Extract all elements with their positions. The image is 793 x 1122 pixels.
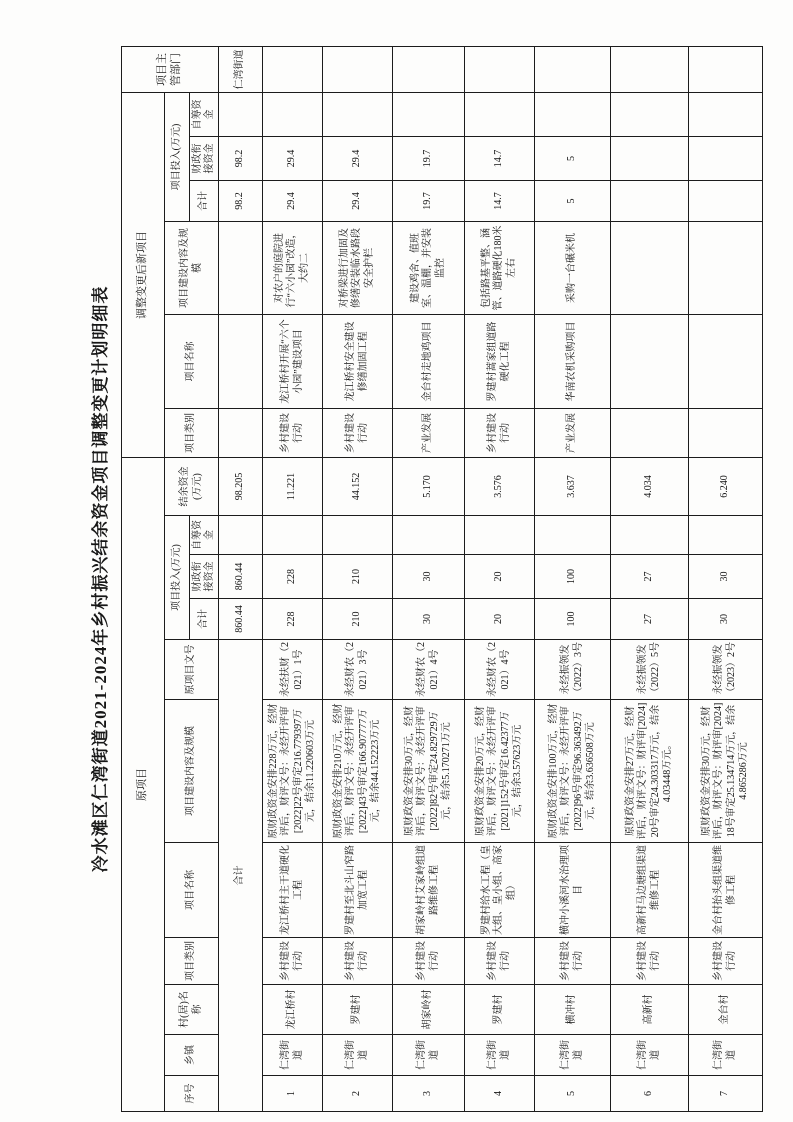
table-row — [611, 46, 689, 1111]
cell-fiscal: 20 — [465, 555, 535, 599]
cell-surplus: 6.240 — [689, 457, 763, 515]
cell-new-category: 乡村建设行动 — [323, 408, 393, 457]
cell-new-name: 罗建村蒿家组道路硬化工程 — [465, 314, 535, 408]
cell-surplus: 11.221 — [263, 457, 323, 515]
cell-new-content: 建设鸡舍、值班室、温棚，并安装监控 — [393, 221, 465, 314]
header-seq: 序号 — [165, 1076, 219, 1112]
cell-content: 原财政资金安排210万元，经财评后，财评文号：永经开评审[2022]43号审定166.907777万元，结余44.152223万元 — [323, 700, 393, 843]
cell-category: 乡村建设行动 — [263, 938, 323, 985]
cell-new-total: 29.4 — [263, 180, 323, 221]
table-row — [263, 46, 323, 1111]
cell-town: 仁湾街道 — [535, 1035, 611, 1076]
table-row — [393, 46, 465, 1111]
header-self-new: 自筹资金 — [190, 92, 219, 136]
cell-content: 原财政资金安排27万元，经财评后，财评文号：财评审[2024]20号审定24.303317万元，结余4.03448万元。 — [611, 700, 689, 843]
header-total-new: 合计 — [190, 180, 219, 221]
cell-doc-number: 永经财农（2021）4号 — [465, 640, 535, 700]
cell-content: 原财政资金安排30万元，经财评后，财评文号：永经开评审[2022]82号审定24.829729万元，结余5.170271万元 — [393, 700, 465, 843]
cell-content: 原财政资金安排20万元，经财评后，财评文号：永经开评审[2021]152号审定16.42377万元，结余3.57623万元 — [465, 700, 535, 843]
cell-new-fiscal — [689, 136, 763, 180]
cell-village: 罗建村 — [323, 985, 393, 1035]
header-content-new: 项目建设内容及规模 — [165, 221, 219, 314]
header-fiscal-new: 财政衔接资金 — [190, 136, 219, 180]
cell-fiscal: 228 — [263, 555, 323, 599]
cell-village: 金台村 — [689, 985, 763, 1035]
cell-town: 仁湾街道 — [393, 1035, 465, 1076]
cell-village: 罗建村 — [465, 985, 535, 1035]
cell-new-self — [263, 92, 323, 136]
header-project-name: 项目名称 — [165, 843, 219, 938]
header-group-new: 调整变更后新项目 — [122, 92, 165, 457]
cell-new-category: 产业发展 — [535, 408, 611, 457]
cell-new-total — [689, 180, 763, 221]
cell-new-category: 乡村建设行动 — [263, 408, 323, 457]
header-invest-original: 项目投入(万元) — [165, 516, 190, 640]
cell-total: 100 — [535, 599, 611, 640]
cell-new-total: 98.2 — [219, 180, 263, 221]
cell-new-fiscal: 14.7 — [465, 136, 535, 180]
header-category-new: 项目类别 — [165, 408, 219, 457]
cell-doc-number: 永经扶财（2021）1号 — [263, 640, 323, 700]
cell-seq: 1 — [263, 1076, 323, 1112]
cell-new-category — [611, 408, 689, 457]
page-title: 冷水滩区仁湾街道2021-2024年乡村振兴结余资金项目调整变更计划明细表 — [91, 285, 110, 873]
cell-seq: 3 — [393, 1076, 465, 1112]
total-label: 合计 — [219, 640, 263, 1112]
table-row — [323, 46, 393, 1111]
cell-new-total: 19.7 — [393, 180, 465, 221]
cell-total: 228 — [263, 599, 323, 640]
cell-new-category: 产业发展 — [393, 408, 465, 457]
cell-new-fiscal: 19.7 — [393, 136, 465, 180]
header-invest-new: 项目投入(万元) — [165, 92, 190, 221]
cell-new-content: 采购一台碾米机 — [535, 221, 611, 314]
cell-new-category: 乡村建设行动 — [465, 408, 535, 457]
cell-new-self — [611, 92, 689, 136]
cell-dept — [263, 46, 323, 92]
cell-new-self — [535, 92, 611, 136]
cell-fiscal: 27 — [611, 555, 689, 599]
cell-new-fiscal: 29.4 — [323, 136, 393, 180]
cell-seq: 6 — [611, 1076, 689, 1112]
cell-town: 仁湾街道 — [611, 1035, 689, 1076]
cell-new-total: 5 — [535, 180, 611, 221]
cell-village: 横冲村 — [535, 985, 611, 1035]
cell-surplus: 3.637 — [535, 457, 611, 515]
cell-project-name: 胡家岭村艾家岭组道路维修工程 — [393, 843, 465, 938]
cell-village: 龙江桥村 — [263, 985, 323, 1035]
header-content: 项目建设内容及规模 — [165, 700, 219, 843]
cell-project-name: 高新村马边塘组渠道维修工程 — [611, 843, 689, 938]
header-village: 村(居)名称 — [165, 985, 219, 1035]
cell-self — [689, 516, 763, 555]
header-doc-number: 原项目文号 — [165, 640, 219, 700]
cell-total: 20 — [465, 599, 535, 640]
cell-new-name: 龙江桥村安全建设修缮加固工程 — [323, 314, 393, 408]
cell-seq: 7 — [689, 1076, 763, 1112]
cell-category: 乡村建设行动 — [535, 938, 611, 985]
header-category: 项目类别 — [165, 938, 219, 985]
cell-category: 乡村建设行动 — [689, 938, 763, 985]
cell-doc-number: 永经财农（2021）3号 — [323, 640, 393, 700]
cell-doc-number: 永经振领发（2022）3号 — [535, 640, 611, 700]
cell-content: 原财政资金安排100万元，经财评后，财评文号：永经开评审[2022]96号审定96.363492万元，结余3.636508万元 — [535, 700, 611, 843]
cell-dept — [323, 46, 393, 92]
cell-new-name — [689, 314, 763, 408]
cell-new-self — [393, 92, 465, 136]
header-town: 乡镇 — [165, 1035, 219, 1076]
cell-village: 高新村 — [611, 985, 689, 1035]
cell-seq: 5 — [535, 1076, 611, 1112]
cell-new-self — [465, 92, 535, 136]
cell-category: 乡村建设行动 — [393, 938, 465, 985]
table-row — [689, 46, 763, 1111]
header-dept: 项目主管部门 — [122, 46, 219, 92]
cell-surplus: 3.576 — [465, 457, 535, 515]
cell-dept — [689, 46, 763, 92]
cell-fiscal: 210 — [323, 555, 393, 599]
cell-new-fiscal: 29.4 — [263, 136, 323, 180]
cell-total: 30 — [689, 599, 763, 640]
cell-new-content — [611, 221, 689, 314]
cell-new-content — [219, 221, 263, 314]
cell-self — [465, 516, 535, 555]
cell-new-total: 14.7 — [465, 180, 535, 221]
cell-new-self — [323, 92, 393, 136]
cell-new-content — [689, 221, 763, 314]
cell-dept — [393, 46, 465, 92]
cell-project-name: 龙江桥村主干道硬化工程 — [263, 843, 323, 938]
cell-surplus: 4.034 — [611, 457, 689, 515]
rotated-sheet — [86, 46, 763, 1112]
cell-self — [535, 516, 611, 555]
cell-self — [393, 516, 465, 555]
cell-new-name: 华南农机采购项目 — [535, 314, 611, 408]
cell-new-category — [219, 408, 263, 457]
cell-town: 仁湾街道 — [263, 1035, 323, 1076]
cell-self — [323, 516, 393, 555]
cell-town: 仁湾街道 — [323, 1035, 393, 1076]
cell-fiscal: 30 — [689, 555, 763, 599]
cell-category: 乡村建设行动 — [611, 938, 689, 985]
cell-new-name — [219, 314, 263, 408]
cell-new-fiscal: 98.2 — [219, 136, 263, 180]
cell-dept: 仁湾街道 — [219, 46, 263, 92]
cell-project-name: 罗建村至北斗山窄路加宽工程 — [323, 843, 393, 938]
cell-new-name — [611, 314, 689, 408]
cell-fiscal: 100 — [535, 555, 611, 599]
cell-seq: 2 — [323, 1076, 393, 1112]
cell-new-fiscal: 5 — [535, 136, 611, 180]
header-project-name-new: 项目名称 — [165, 314, 219, 408]
cell-new-content: 对农户的庭院进行“六小园”改造，大约二 — [263, 221, 323, 314]
cell-new-content: 包括路基平整、涵管、道路硬化180米左右 — [465, 221, 535, 314]
cell-total: 210 — [323, 599, 393, 640]
cell-dept — [611, 46, 689, 92]
cell-doc-number: 永经振领发（2022）5号 — [611, 640, 689, 700]
cell-total: 27 — [611, 599, 689, 640]
cell-new-self — [689, 92, 763, 136]
cell-new-name: 龙江桥村开展“六个小园”建设项目 — [263, 314, 323, 408]
adjustment-table — [121, 46, 763, 1112]
header-total: 合计 — [190, 599, 219, 640]
cell-total: 30 — [393, 599, 465, 640]
table-row — [535, 46, 611, 1111]
cell-fiscal: 30 — [393, 555, 465, 599]
cell-content: 原财政资金安排30万元，经财评后，财评文号：财评审[2024]18号审定25.134714万元，结余4.865286万元 — [689, 700, 763, 843]
cell-category: 乡村建设行动 — [323, 938, 393, 985]
cell-new-name: 金台村走地鸡项目 — [393, 314, 465, 408]
table-row-total — [219, 46, 263, 1111]
cell-surplus: 44.152 — [323, 457, 393, 515]
cell-new-total — [611, 180, 689, 221]
cell-village: 胡家岭村 — [393, 985, 465, 1035]
cell-new-category — [689, 408, 763, 457]
cell-total: 860.44 — [219, 599, 263, 640]
cell-self — [219, 516, 263, 555]
cell-project-name: 横冲小溪河水治理项目 — [535, 843, 611, 938]
cell-content: 原财政资金安排228万元，经财评后，财评文号：永经开评审[2022]22号审定216.779397万元，结余11.220603万元 — [263, 700, 323, 843]
cell-new-content: 对桥梁进行加固及修缮安装临水路段安全护栏 — [323, 221, 393, 314]
cell-self — [263, 516, 323, 555]
cell-fiscal: 860.44 — [219, 555, 263, 599]
cell-project-name: 罗建村给水工程（皇大组、皇小组、高家组） — [465, 843, 535, 938]
cell-surplus: 5.170 — [393, 457, 465, 515]
cell-doc-number: 永经财农（2021）4号 — [393, 640, 465, 700]
cell-town: 仁湾街道 — [689, 1035, 763, 1076]
header-surplus: 结余资金(万元) — [165, 457, 219, 515]
cell-project-name: 金台村抬头组渠道维修工程 — [689, 843, 763, 938]
cell-new-total: 29.4 — [323, 180, 393, 221]
header-group-original: 原项目 — [122, 457, 165, 1111]
cell-new-fiscal — [611, 136, 689, 180]
cell-self — [611, 516, 689, 555]
cell-surplus: 98.205 — [219, 457, 263, 515]
cell-town: 仁湾街道 — [465, 1035, 535, 1076]
header-self: 自筹资金 — [190, 516, 219, 555]
cell-dept — [535, 46, 611, 92]
cell-category: 乡村建设行动 — [465, 938, 535, 985]
cell-doc-number: 永经振领发（2023）2号 — [689, 640, 763, 700]
cell-dept — [465, 46, 535, 92]
header-fiscal: 财政衔接资金 — [190, 555, 219, 599]
cell-new-self — [219, 92, 263, 136]
cell-seq: 4 — [465, 1076, 535, 1112]
table-row — [465, 46, 535, 1111]
